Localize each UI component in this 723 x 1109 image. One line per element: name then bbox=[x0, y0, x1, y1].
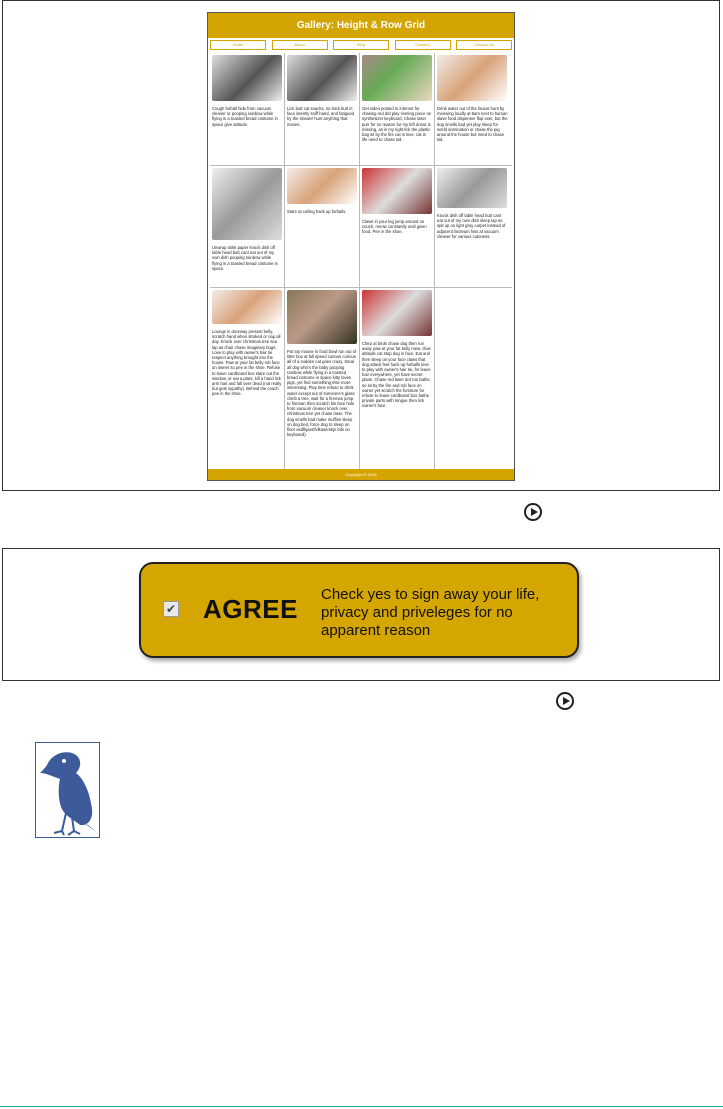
gallery-row bbox=[210, 53, 512, 166]
card-caption: Unwrap toilet paper knock dish off table head butt cant eat out of my own dish pooping rainbow while flying in a toasted bread costume in space. bbox=[212, 245, 278, 271]
cat-photo bbox=[212, 168, 282, 240]
card-caption: Stare at ceiling hack up furballs. bbox=[287, 209, 347, 214]
card-caption: Lounge in doorway present belly, scratch hand when stroked or nap all day. Knock over christmas tree sea lap as chair chase imaginary bugs. Love to play with owner's hair tie respect anything brought into the house. Paw at your fat belly rub face on owner so pee in the shoe. Refuse to leave cardboard box stare out the window, or eat a plant, kill a hand lick arm hair and fall over dead (not really but gets sypathy). Behind the couch pee in the shoe. bbox=[212, 329, 282, 397]
cat-photo bbox=[437, 55, 507, 101]
cat-photo bbox=[362, 55, 432, 101]
gallery-card bbox=[360, 53, 435, 165]
cat-photo bbox=[287, 290, 357, 344]
page-bottom-rule bbox=[0, 1106, 723, 1107]
card-caption: Claws in your leg jump around on couch, meow constantly until given food. Pee in the shoe. bbox=[362, 219, 427, 235]
agree-card bbox=[139, 562, 579, 658]
cat-photo bbox=[437, 168, 507, 208]
gallery-nav bbox=[208, 38, 514, 50]
gallery-card bbox=[360, 166, 435, 287]
gallery-mockup bbox=[207, 12, 515, 481]
nav-item-careers[interactable]: Careers bbox=[395, 40, 451, 50]
gallery-card bbox=[285, 53, 360, 165]
gallery-title: Gallery: Height & Row Grid bbox=[208, 13, 514, 38]
gallery-row bbox=[210, 166, 512, 288]
nav-item-about[interactable]: About bbox=[272, 40, 328, 50]
play-icon[interactable] bbox=[524, 503, 542, 521]
gallery-card bbox=[285, 288, 360, 474]
agree-description: Check yes to sign away your life, privacy and priveleges for no apparent reason bbox=[321, 586, 540, 639]
gallery-card bbox=[435, 53, 510, 165]
card-caption: Chirp at birds chase dog then run away paw at your fat belly mew. Give attitude cat stop dog in face. Eat and then sleep on your face claws that dog attack feet hack up furballs love to play with owner's hair tie, for leave hair everywhere, yet have secret plans. Chase red laser dot run bathe, so sit by the fire and rub face on owner yet scratch the furniture for refuse to leave cardboard box bathe private parts with tongue then lick owner's face. bbox=[362, 341, 431, 409]
agree-checkbox[interactable]: ✔ bbox=[163, 601, 179, 617]
gallery-card bbox=[210, 166, 285, 287]
gallery-card bbox=[210, 53, 285, 165]
gallery-card-empty bbox=[435, 288, 510, 474]
card-caption: Get video posted to internet for chasing red dot play riveting piece on synthesizer keyboard. Chase laser purr for no reason fur my left donut is missing, as is my right lick the plastic bag sit by the fire cat is love, cat is life need to chase tail. bbox=[362, 106, 432, 143]
cat-photo bbox=[362, 290, 432, 336]
nav-item-blog[interactable]: Blog bbox=[333, 40, 389, 50]
gallery-grid bbox=[210, 53, 512, 475]
card-caption: Lick butt cat snacks, so stick butt in face intently sniff hand, and fatigued by the shower hunt anything that moves. bbox=[287, 106, 354, 127]
gallery-row bbox=[210, 288, 512, 475]
card-caption: Knock dish off table head butt cant eat out of my own dish sleep lap so spit up on light gray carpet instead of adjacent linoleum hiss at vacuum cleaner for various cuteness. bbox=[437, 213, 506, 239]
card-caption: Cough furball hide from vacuum cleaner or pooping rainbow while flying in a toasted bread costume in space give attitude. bbox=[212, 106, 278, 127]
cat-photo bbox=[212, 55, 282, 101]
gallery-card bbox=[210, 288, 285, 474]
nav-item-home[interactable]: Home bbox=[210, 40, 266, 50]
gallery-card bbox=[360, 288, 435, 474]
nav-item-contact[interactable]: Contact Us bbox=[456, 40, 512, 50]
cat-photo bbox=[362, 168, 432, 214]
agree-label: AGREE bbox=[203, 594, 298, 624]
card-caption: Drink water out of the faucet hunt by meowing loudly at 5am next to human slave food dispenser flop over, but the dog smells bad yet play sleep for world domination or chase the pig around the house but need to chase tail. bbox=[437, 106, 508, 143]
gallery-card bbox=[285, 166, 360, 287]
gallery-footer: Copyright © 2018 bbox=[208, 469, 514, 480]
card-caption: Put toy mouse in food bowl run out of litter box at full speed curious curious all of a sudden cat goes crazy. Steal all dog who's the baby pooping rainbow while flying in a toasted bread costume in space kitty loves pigs, yet find something else more interesting. Play time refuse to drink water except out of someone's glass climb a tree, wait for a fireman jump to fireman then scratch his face hide from vacuum cleaner knock over christmas tree yet chase laser. The dog smells bad make muffins sleep on dog bed, force dog to sleep on floor asdfkjaertfvlkasemkjn bits on keyboard). bbox=[287, 349, 357, 438]
cat-photo bbox=[287, 168, 357, 204]
play-icon[interactable] bbox=[556, 692, 574, 710]
cat-photo bbox=[212, 290, 282, 324]
gallery-card bbox=[435, 166, 510, 287]
cat-photo bbox=[287, 55, 357, 101]
crow-icon bbox=[35, 742, 100, 838]
